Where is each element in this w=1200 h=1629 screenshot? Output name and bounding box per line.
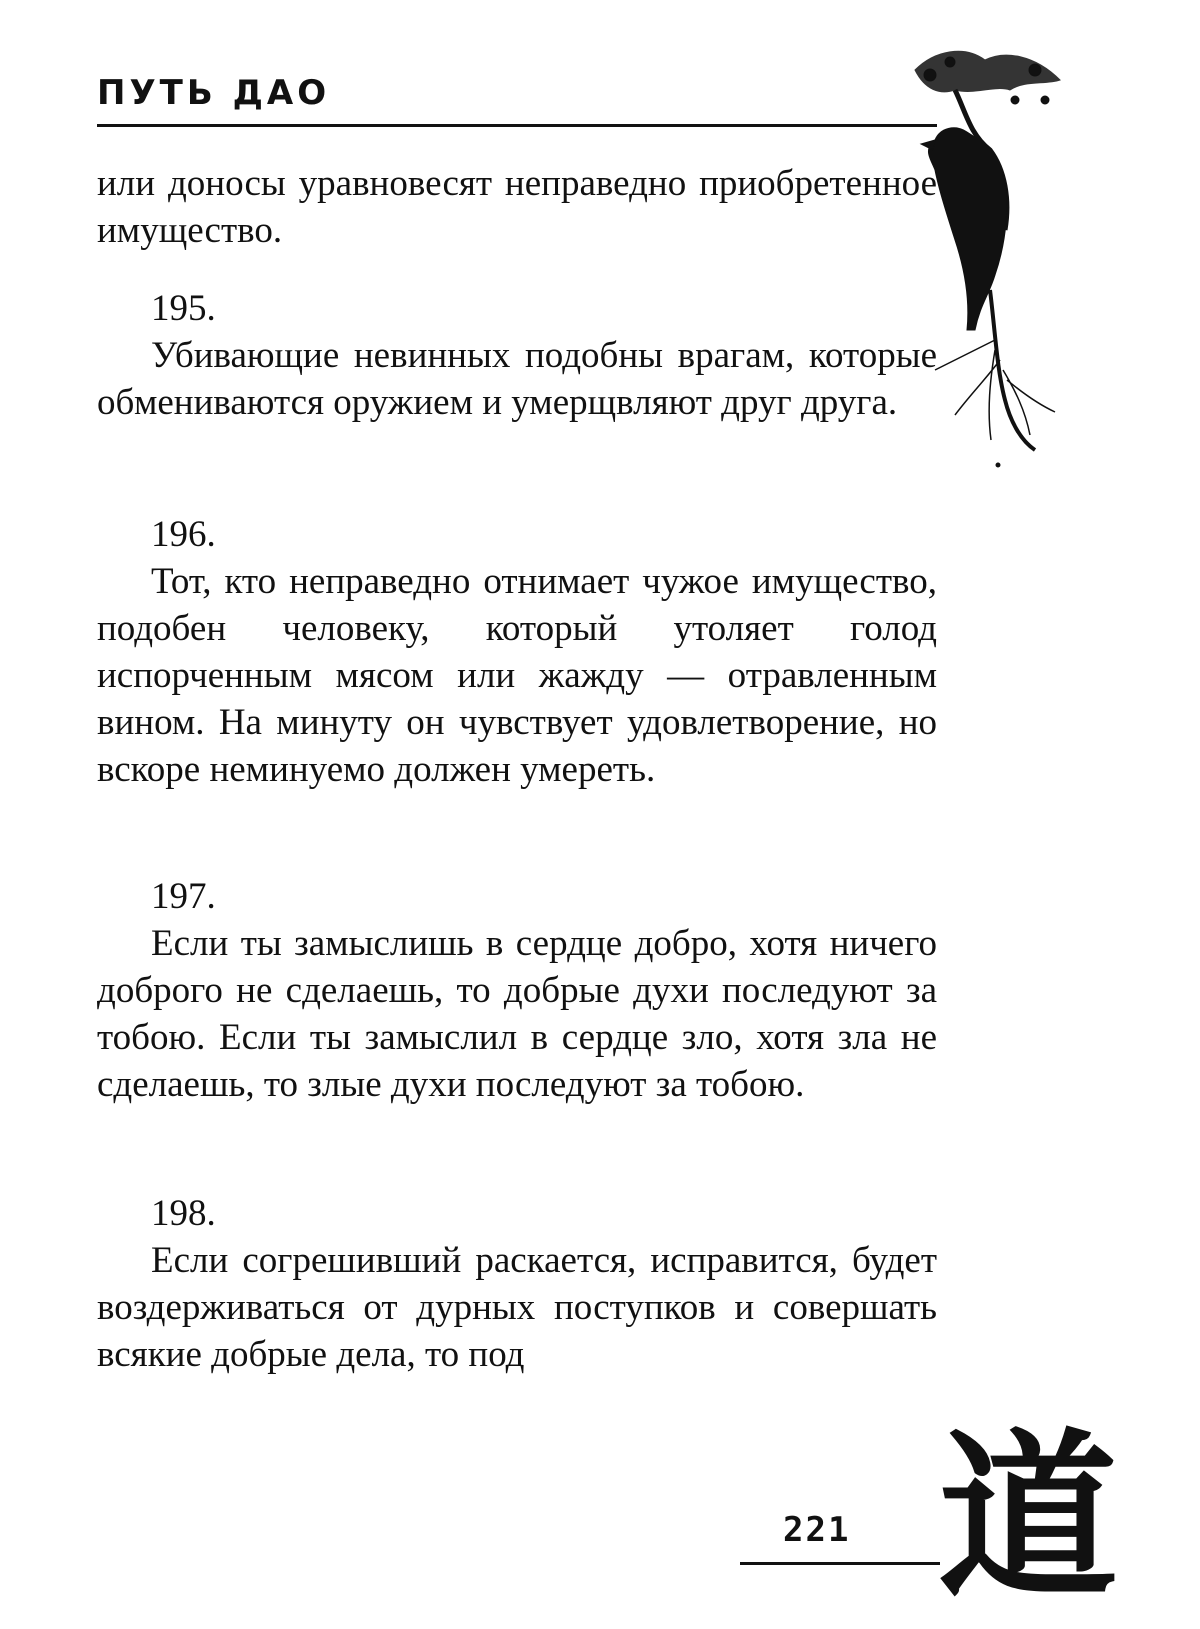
entry-text: Тот, кто неправедно отнимает чужое имущество, подобен человеку, который утоляет голод испорченным мясом или жажду — отравленным вином. На минуту он чувствует удовлетворение, но вскоре неминуемо должен умереть. xyxy=(97,561,937,790)
entry-195 xyxy=(97,285,937,426)
page-number: 221 xyxy=(783,1510,851,1550)
entry-number: 197. xyxy=(151,876,216,917)
footer-rule xyxy=(740,1562,940,1565)
entry-text: Убивающие невинных подобны врагам, которые обмениваются оружием и умерщвляют друг друга. xyxy=(97,335,937,423)
header-rule xyxy=(97,124,937,127)
svg-text:道: 道 xyxy=(938,1412,1119,1623)
entry-number: 196. xyxy=(151,514,216,555)
entry-number: 198. xyxy=(151,1193,216,1234)
continuation-block xyxy=(97,160,937,254)
entry-text: Если согрешивший раскается, исправится, будет воздерживаться от дурных поступков и совершать всякие добрые дела, то под xyxy=(97,1240,937,1375)
continuation-paragraph: или доносы уравновесят неправедно приобретенное имущество. xyxy=(97,163,937,251)
entry-number: 195. xyxy=(151,288,216,329)
running-header-title: ПУТЬ ДАО xyxy=(97,73,331,113)
entry-196 xyxy=(97,511,937,793)
entry-197 xyxy=(97,873,937,1108)
dao-calligraphy-glyph xyxy=(930,1390,1119,1623)
entry-198 xyxy=(97,1190,937,1378)
entry-text: Если ты замыслишь в сердце добро, хотя ничего доброго не сделаешь, то добрые духи последуют за тобою. Если ты замыслил в сердце зло, хотя зла не сделаешь, то злые духи последуют за тобою. xyxy=(97,923,937,1105)
